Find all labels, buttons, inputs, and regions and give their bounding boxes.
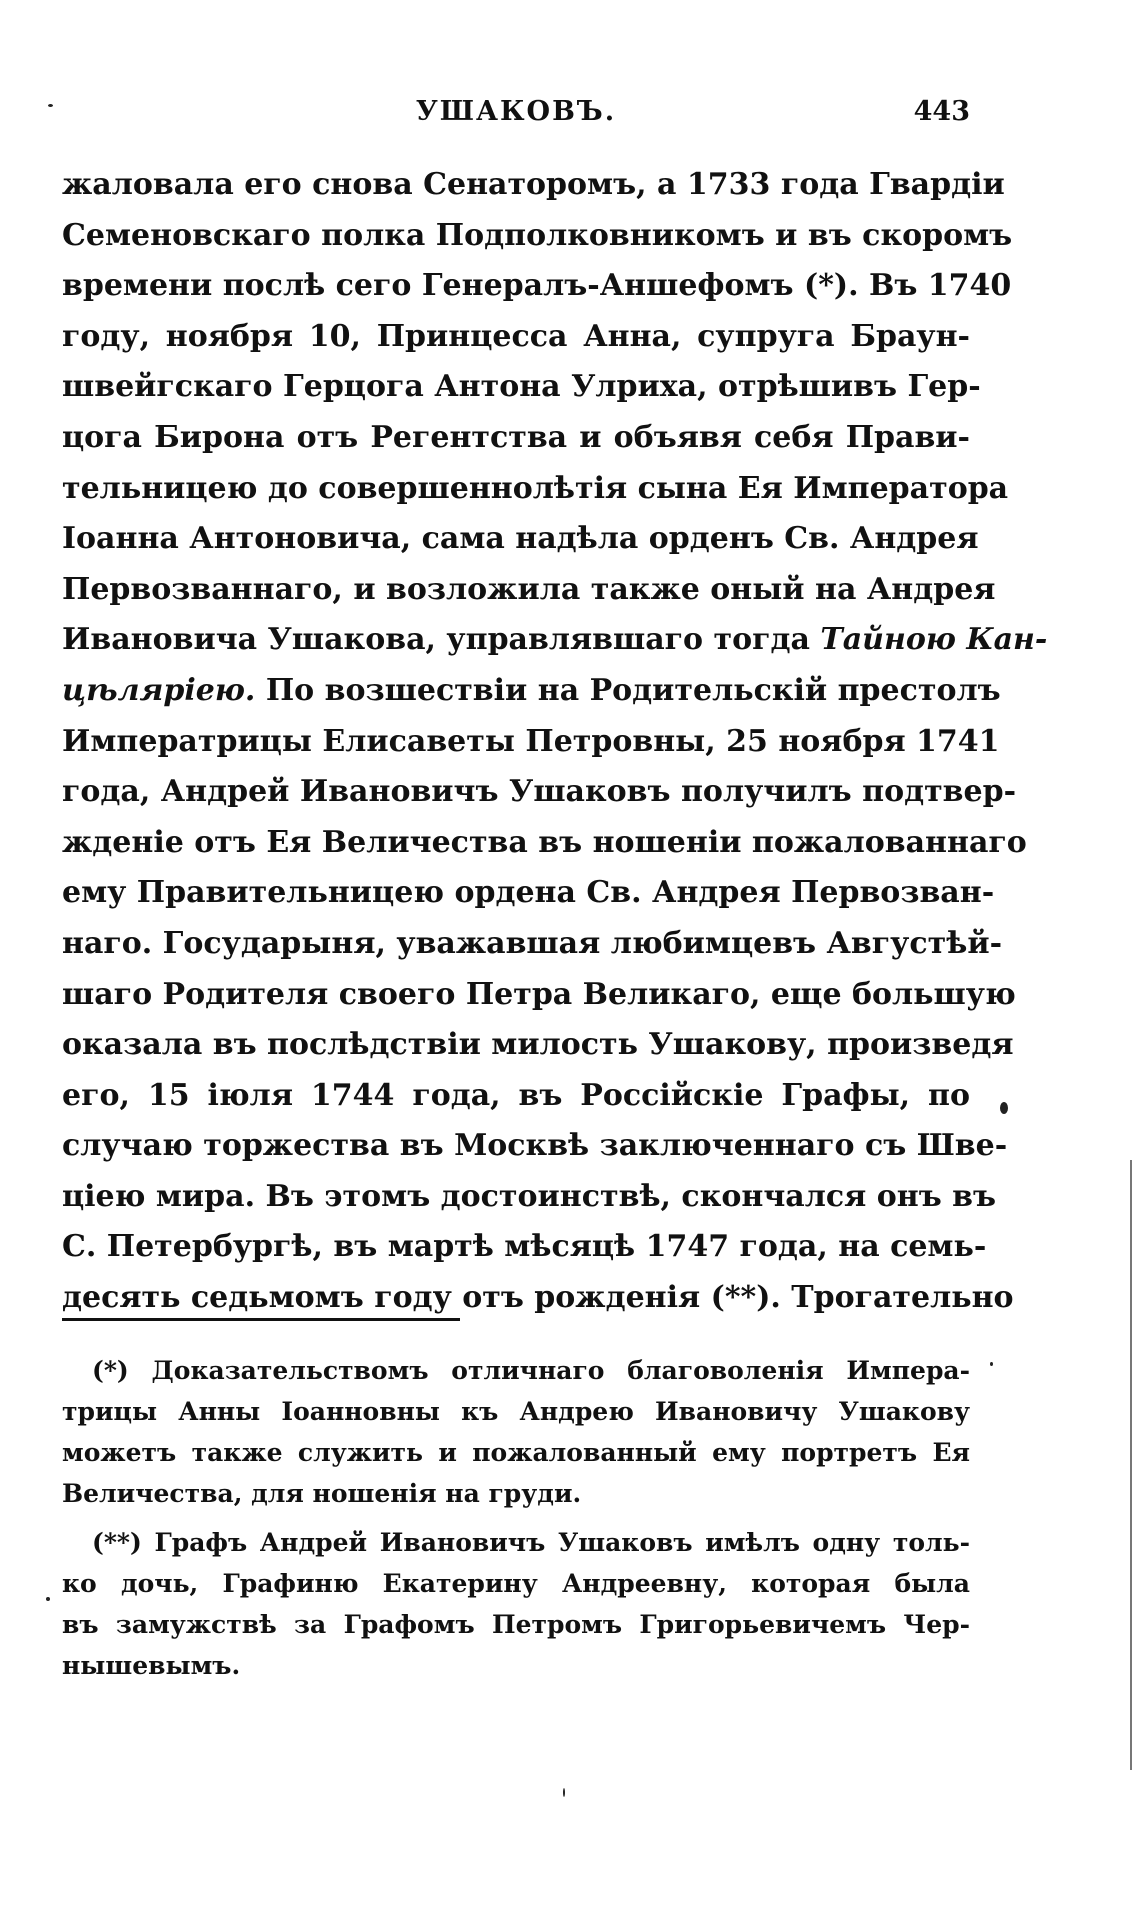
footnote-line: Величества, для ношенія на груди. (62, 1479, 582, 1508)
text-line: жденіе отъ Ея Величества въ ношеніи пожалованнаго (62, 824, 1027, 860)
footnote-2 (62, 1522, 970, 1686)
text-line: года, Андрей Ивановичъ Ушаковъ получилъ подтвер- (62, 774, 1017, 810)
text-line: году, ноября 10, Принцесса Анна, супруга Браун- (62, 318, 970, 354)
running-head (62, 96, 970, 136)
text-segment: По возшествіи на Родительскій престолъ (265, 672, 1001, 708)
text-line: С. Петербургѣ, въ мартѣ мѣсяцѣ 1747 года, на семь- (62, 1229, 987, 1265)
text-segment: Ивановича Ушакова, управлявшаго тогда (62, 622, 810, 658)
footnote-line: ко дочь, Графиню Екатерину Андреевну, которая была (62, 1569, 970, 1598)
text-line: его, 15 іюля 1744 года, въ Россійскіе Графы, по (62, 1077, 970, 1113)
footnote-line: въ замужствѣ за Графомъ Петромъ Григорьевичемъ Чер- (62, 1610, 970, 1639)
text-line: шаго Родителя своего Петра Великаго, еще большую (62, 976, 1016, 1012)
text-line: случаю торжества въ Москвѣ заключеннаго съ Шве- (62, 1128, 1008, 1164)
text-line: швейгскаго Герцога Антона Улриха, отрѣшивъ Гер- (62, 369, 981, 405)
footnote-line: трицы Анны Іоанновны къ Андрею Ивановичу Ушакову (62, 1397, 970, 1426)
italic-segment: Тайною Кан- (820, 622, 1048, 658)
text-line: Іоанна Антоновича, сама надѣла орденъ Св. Андрея (62, 521, 979, 557)
footnote-1 (62, 1350, 970, 1514)
text-line-with-italic (62, 666, 1001, 717)
text-line: оказала въ послѣдствіи милость Ушакову, произведя (62, 1027, 1014, 1063)
footnote-line: можетъ также служить и пожалованный ему портретъ Ея (62, 1438, 970, 1467)
footnote-line: (**) Графъ Андрей Ивановичъ Ушаковъ имѣлъ одну толь- (92, 1528, 970, 1557)
print-speck (48, 104, 53, 107)
footnote-line: (*) Доказательствомъ отличнаго благоволенія Импера- (92, 1356, 970, 1385)
text-line-with-italic (62, 615, 1048, 666)
text-line: Императрицы Елисаветы Петровны, 25 ноября 1741 (62, 723, 1000, 759)
running-title: УШАКОВЪ. (415, 96, 617, 127)
main-text (62, 160, 1048, 1324)
text-line: десять седьмомъ году отъ рожденія (**). Трогательно (62, 1280, 1014, 1316)
footnote-divider (62, 1318, 460, 1321)
text-line: цога Бирона отъ Регентства и объявя себя Прави- (62, 419, 970, 455)
print-speck (990, 1362, 993, 1366)
print-speck (46, 1597, 50, 1601)
text-line: времени послѣ сего Генералъ-Аншефомъ (*). Въ 1740 (62, 268, 1012, 304)
print-speck (1000, 1102, 1008, 1114)
text-line: наго. Государыня, уважавшая любимцевъ Августѣй- (62, 925, 1003, 961)
page-edge-shadow (1130, 1160, 1132, 1770)
text-line: ціею мира. Въ этомъ достоинствѣ, скончался онъ въ (62, 1178, 997, 1214)
footnote-line: нышевымъ. (62, 1651, 241, 1680)
footnotes (62, 1350, 970, 1686)
text-line: тельницею до совершеннолѣтія сына Ея Императора (62, 470, 1009, 506)
text-line: ему Правительницею ордена Св. Андрея Первозван- (62, 875, 995, 911)
italic-segment: цѣлярiею. (62, 672, 256, 708)
text-line: Семеновскаго полка Подполковникомъ и въ скоромъ (62, 217, 1013, 253)
print-speck (563, 1788, 565, 1797)
page-number: 443 (913, 96, 970, 127)
text-line: Первозваннаго, и возложила также оный на Андрея (62, 571, 996, 607)
text-line: жаловала его снова Сенаторомъ, а 1733 года Гвардіи (62, 167, 1005, 202)
